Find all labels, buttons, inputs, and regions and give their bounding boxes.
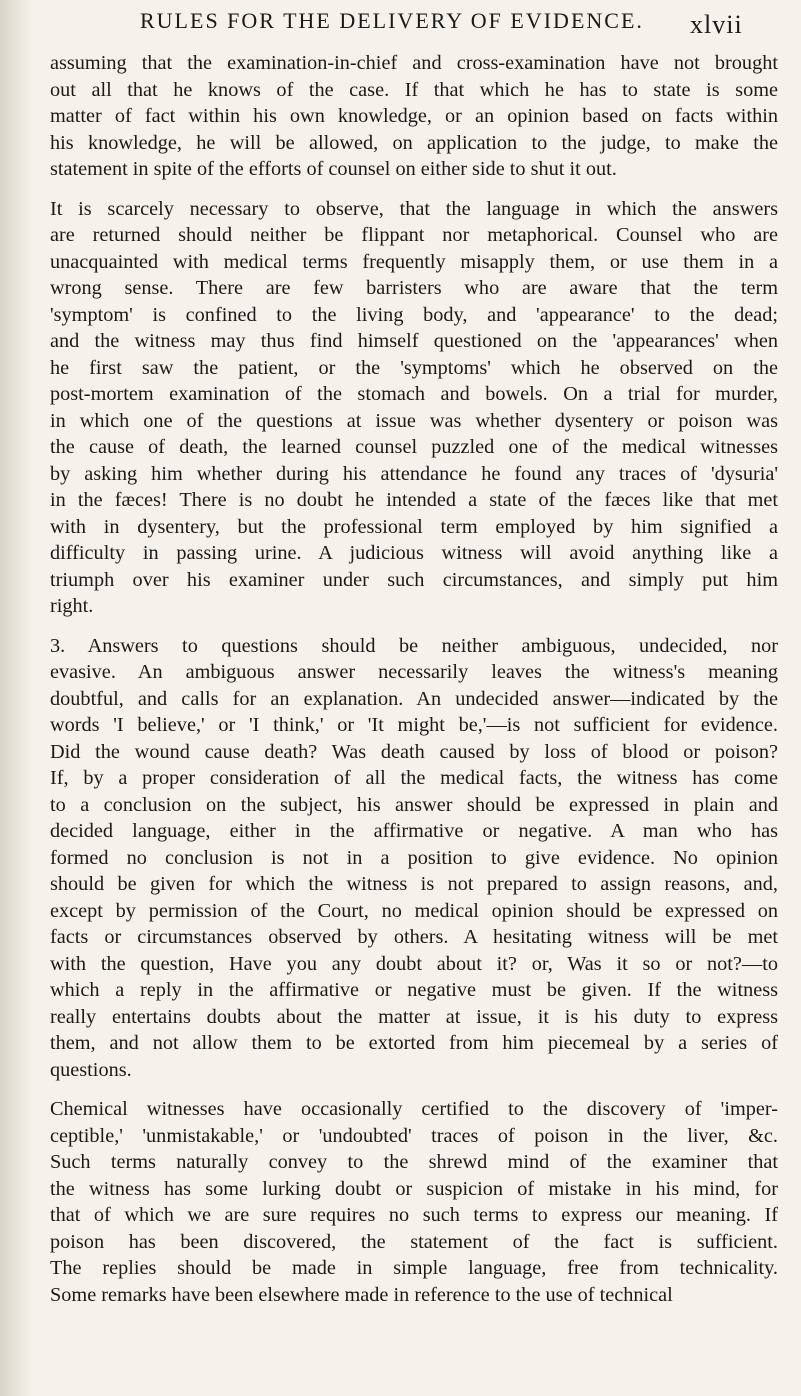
text-line: If, by a proper consideration of all the medical facts, the witness has come bbox=[50, 767, 778, 789]
text-line: and the witness may thus find himself questioned on the 'appearances' when bbox=[50, 330, 778, 352]
text-line: should be given for which the witness is not prepared to assign reasons, and, bbox=[50, 873, 778, 895]
text-line: really entertains doubts about the matter at issue, it is his duty to express bbox=[50, 1005, 778, 1028]
paragraph bbox=[50, 50, 778, 183]
text-line: Did the wound cause death? Was death caused by loss of blood or poison? bbox=[50, 740, 778, 763]
text-line: statement in spite of the efforts of counsel on either side to shut it out. bbox=[50, 158, 617, 180]
text-line: by asking him whether during his attendance he found any traces of 'dysuria' bbox=[50, 462, 778, 485]
binding-gutter bbox=[0, 0, 34, 1396]
text-line: Some remarks have been elsewhere made in reference to the use of technical bbox=[50, 1283, 673, 1306]
text-line: in which one of the questions at issue was whether dysentery or poison was bbox=[50, 409, 778, 432]
text-line: wrong sense. There are few barristers who are aware that the term bbox=[50, 277, 778, 299]
text-line: 3. Answers to questions should be neither ambiguous, undecided, nor bbox=[50, 634, 778, 657]
text-line: unacquainted with medical terms frequently misapply them, or use them in a bbox=[50, 250, 778, 273]
text-line: formed no conclusion is not in a position to give evidence. No opinion bbox=[50, 846, 778, 869]
text-line: the cause of death, the learned counsel puzzled one of the medical witnesses bbox=[50, 436, 778, 458]
text-line: words 'I believe,' or 'I think,' or 'It might be,'—is not sufficient for evidence. bbox=[50, 714, 778, 736]
text-line: out all that he knows of the case. If that which he has to state is some bbox=[50, 78, 778, 101]
text-line: that of which we are sure requires no such terms to express our meaning. If bbox=[50, 1204, 778, 1226]
paragraph bbox=[50, 633, 778, 1084]
text-line: which a reply in the affirmative or negative must be given. If the witness bbox=[50, 979, 778, 1001]
text-line: matter of fact within his own knowledge, or an opinion based on facts within bbox=[50, 105, 778, 127]
text-line: triumph over his examiner under such circumstances, and simply put him bbox=[50, 568, 778, 591]
text-line: with in dysentery, but the professional term employed by him signified a bbox=[50, 515, 778, 538]
text-line: evasive. An ambiguous answer necessarily leaves the witness's meaning bbox=[50, 661, 778, 683]
text-line: ceptible,' 'unmistakable,' or 'undoubted' traces of poison in the liver, &c. bbox=[50, 1124, 778, 1147]
text-line: doubtful, and calls for an explanation. An undecided answer—indicated by the bbox=[50, 687, 778, 710]
text-line: assuming that the examination-in-chief and cross-examination have not brought bbox=[50, 52, 778, 74]
paragraph bbox=[50, 1096, 778, 1308]
text-line: his knowledge, he will be allowed, on application to the judge, to make the bbox=[50, 131, 778, 154]
running-head: RULES FOR THE DELIVERY OF EVIDENCE. bbox=[140, 8, 644, 33]
text-line: questions. bbox=[50, 1058, 132, 1081]
text-line: decided language, either in the affirmative or negative. A man who has bbox=[50, 820, 778, 842]
paragraph bbox=[50, 196, 778, 620]
text-line: them, and not allow them to be extorted from him piecemeal by a series of bbox=[50, 1032, 778, 1054]
page-number: xlvii bbox=[690, 10, 743, 39]
text-line: post-mortem examination of the stomach and bowels. On a trial for murder, bbox=[50, 383, 778, 405]
text-line: right. bbox=[50, 595, 94, 617]
text-line: except by permission of the Court, no medical opinion should be expressed on bbox=[50, 899, 778, 922]
text-line: in the fæces! There is no doubt he intended a state of the fæces like that met bbox=[50, 489, 778, 511]
text-line: Chemical witnesses have occasionally certified to the discovery of 'imper- bbox=[50, 1098, 778, 1120]
body-text bbox=[50, 50, 778, 1321]
text-line: to a conclusion on the subject, his answer should be expressed in plain and bbox=[50, 793, 778, 816]
text-line: facts or circumstances observed by others. A hesitating witness will be met bbox=[50, 926, 778, 948]
text-line: he first saw the patient, or the 'symptoms' which he observed on the bbox=[50, 356, 778, 379]
text-line: The replies should be made in simple language, free from technicality. bbox=[50, 1257, 778, 1279]
text-line: 'symptom' is confined to the living body, and 'appearance' to the dead; bbox=[50, 303, 778, 326]
text-line: are returned should neither be flippant nor metaphorical. Counsel who are bbox=[50, 224, 778, 246]
text-line: the witness has some lurking doubt or suspicion of mistake in his mind, for bbox=[50, 1177, 778, 1200]
text-line: It is scarcely necessary to observe, that the language in which the answers bbox=[50, 197, 778, 220]
text-line: Such terms naturally convey to the shrewd mind of the examiner that bbox=[50, 1151, 778, 1173]
text-line: poison has been discovered, the statement of the fact is sufficient. bbox=[50, 1230, 778, 1253]
text-line: with the question, Have you any doubt about it? or, Was it so or not?—to bbox=[50, 952, 778, 975]
text-line: difficulty in passing urine. A judicious witness will avoid anything like a bbox=[50, 542, 778, 564]
